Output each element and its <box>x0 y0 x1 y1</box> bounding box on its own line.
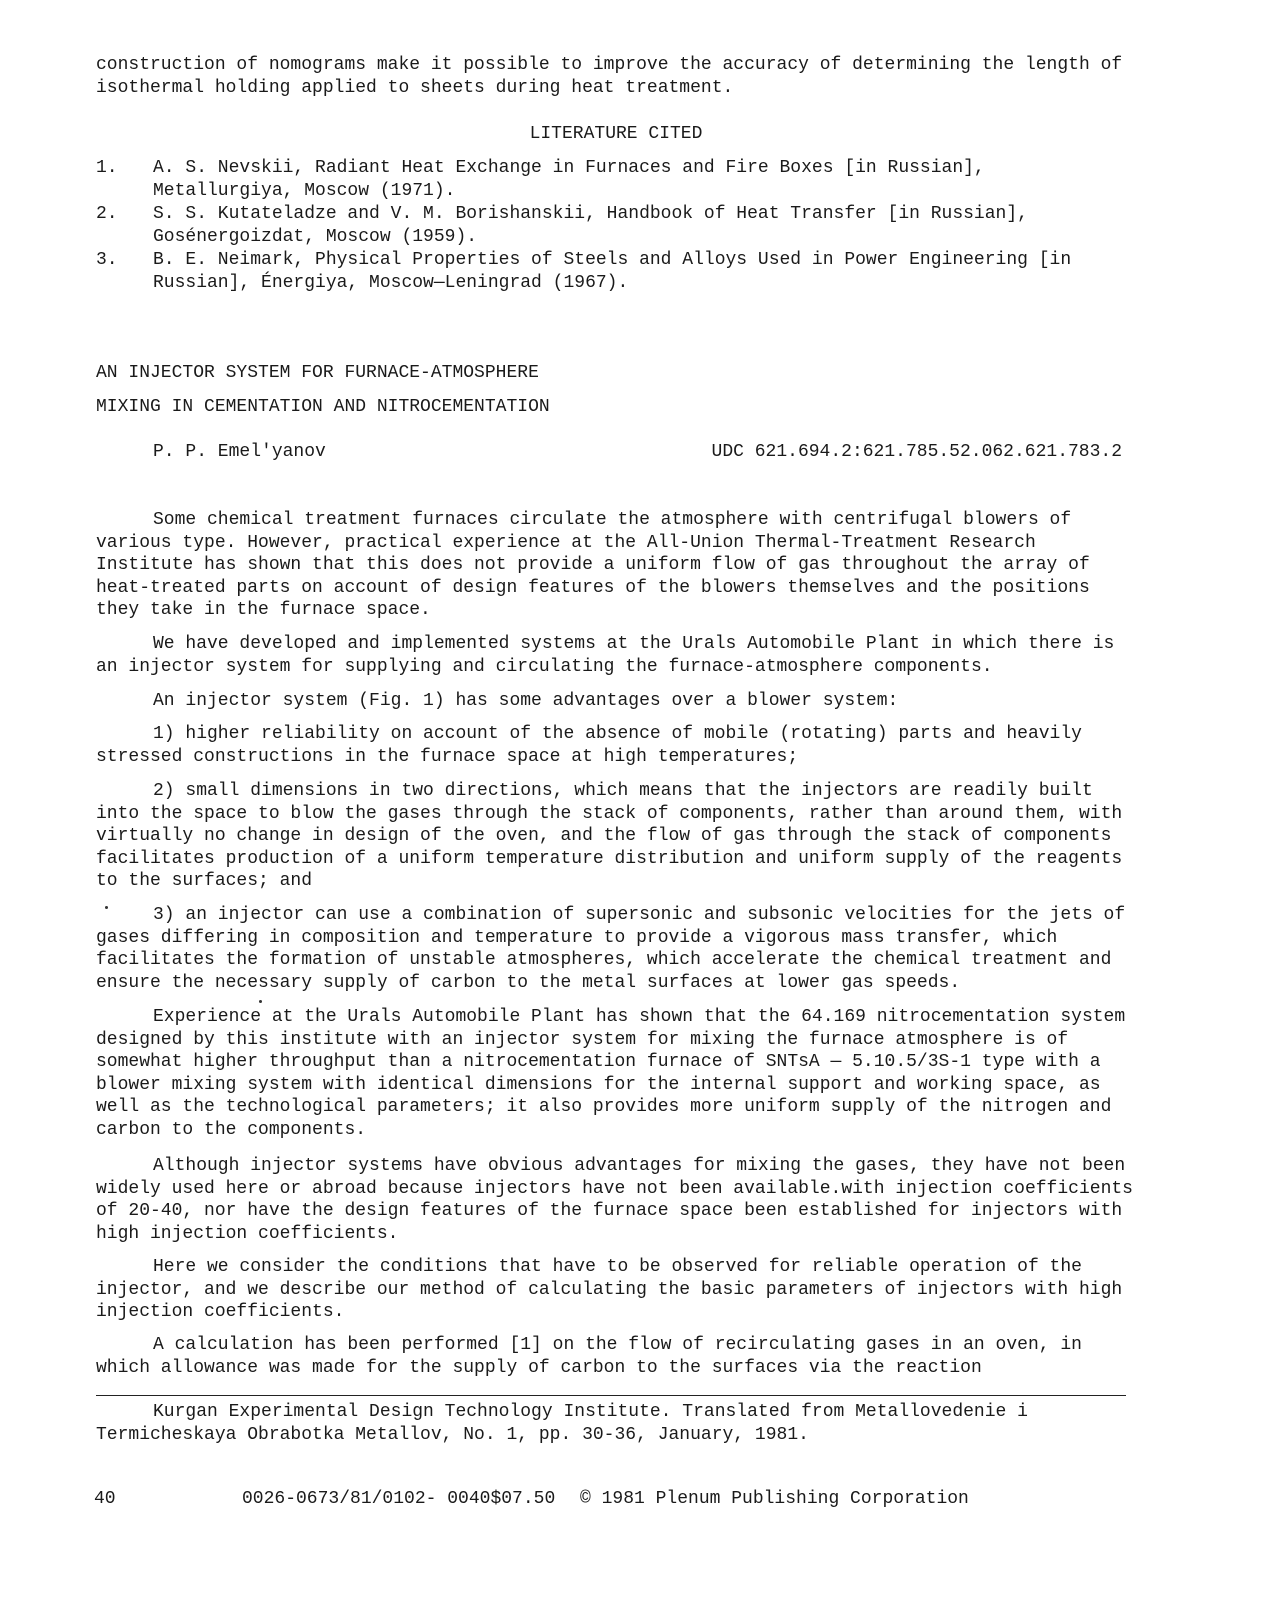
reference-text: A. S. Nevskii, Radiant Heat Exchange in Furnaces and Fire Boxes [in Russian], Metallurgiya, Moscow (1971). <box>153 158 985 201</box>
body-paragraph-4: 1) higher reliability on account of the absence of mobile (rotating) parts and heavily stressed constructions in the furnace space at high temperatures; <box>96 724 1082 767</box>
reference-number: 1. <box>96 158 118 178</box>
body-paragraph-1: Some chemical treatment furnaces circulate the atmosphere with centrifugal blowers of various type. However, practical experience at the All-Union Thermal-Treatment Research Institute has shown that this does not provide a uniform flow of gas throughout the array of heat-treated parts on account of design features of the blowers themselves and the positions they take in the furnace space. <box>96 510 1090 620</box>
reference-text: S. S. Kutateladze and V. M. Borishanskii, Handbook of Heat Transfer [in Russian], Gosénergoizdat, Moscow (1959). <box>153 204 1028 247</box>
body-paragraph-3: An injector system (Fig. 1) has some advantages over a blower system: <box>153 691 899 711</box>
literature-heading: LITERATURE CITED <box>529 124 703 144</box>
article-title-line-2: MIXING IN CEMENTATION AND NITROCEMENTATION <box>96 397 550 417</box>
author: P. P. Emel'yanov <box>153 442 326 462</box>
copyright: © 1981 Plenum Publishing Corporation <box>580 1489 969 1509</box>
reference-text: B. E. Neimark, Physical Properties of Steels and Alloys Used in Power Engineering [in Russian], Énergiya, Moscow—Leningrad (1967). <box>153 250 1072 293</box>
page-number: 40 <box>94 1489 116 1509</box>
body-paragraph-9: Here we consider the conditions that have to be observed for reliable operation of the injector, and we describe our method of calculating the basic parameters of injectors with high injection coefficients. <box>96 1257 1123 1322</box>
body-paragraph-7: Experience at the Urals Automobile Plant has shown that the 64.169 nitrocementation system designed by this institute with an injector system for mixing the furnace atmosphere is of somewhat higher throughput than a nitrocementation furnace of SNTsA — 5.10.5/3S-1 type with a blower mixing system with identical dimensions for the internal support and working space, as well as the technological parameters; it also provides more uniform supply of the nitrogen and carbon to the components. <box>96 1007 1126 1140</box>
article-title-line-1: AN INJECTOR SYSTEM FOR FURNACE-ATMOSPHERE <box>96 363 539 383</box>
publication-code: 0026-0673/81/0102- 0040$07.50 <box>242 1489 556 1509</box>
body-paragraph-6: 3) an injector can use a combination of supersonic and subsonic velocities for the jets of gases differing in composition and temperature to provide a vigorous mass transfer, which facilitates the formation of unstable atmospheres, which accelerate the chemical treatment and ensure the necessary supply of carbon to the metal surfaces at lower gas speeds. <box>96 905 1126 993</box>
reference-number: 2. <box>96 204 118 224</box>
scan-speck <box>259 1000 262 1003</box>
body-paragraph-8: Although injector systems have obvious advantages for mixing the gases, they have not been widely used here or abroad because injectors have not been available.with injection coefficients of 20-40, nor have the design features of the furnace space been established for injectors with high injection coefficients. <box>96 1156 1133 1244</box>
footnote-divider <box>96 1395 1126 1396</box>
footnote: Kurgan Experimental Design Technology Institute. Translated from Metallovedenie i Termicheskaya Obrabotka Metallov, No. 1, pp. 30-36, January, 1981. <box>96 1402 1028 1445</box>
body-paragraph-5: 2) small dimensions in two directions, which means that the injectors are readily built into the space to blow the gases through the stack of components, rather than around them, with virtually no change in design of the oven, and the flow of gas through the stack of components facilitates production of a uniform temperature distribution and uniform supply of the reagents to the surfaces; and <box>96 781 1123 891</box>
udc-code: UDC 621.694.2:621.785.52.062.621.783.2 <box>711 442 1122 462</box>
intro-paragraph: construction of nomograms make it possible to improve the accuracy of determining the length of isothermal holding applied to sheets during heat treatment. <box>96 55 1123 98</box>
body-paragraph-2: We have developed and implemented systems at the Urals Automobile Plant in which there is an injector system for supplying and circulating the furnace-atmosphere components. <box>96 634 1115 677</box>
reference-number: 3. <box>96 250 118 270</box>
body-paragraph-10: A calculation has been performed [1] on the flow of recirculating gases in an oven, in which allowance was made for the supply of carbon to the surfaces via the reaction <box>96 1335 1082 1378</box>
